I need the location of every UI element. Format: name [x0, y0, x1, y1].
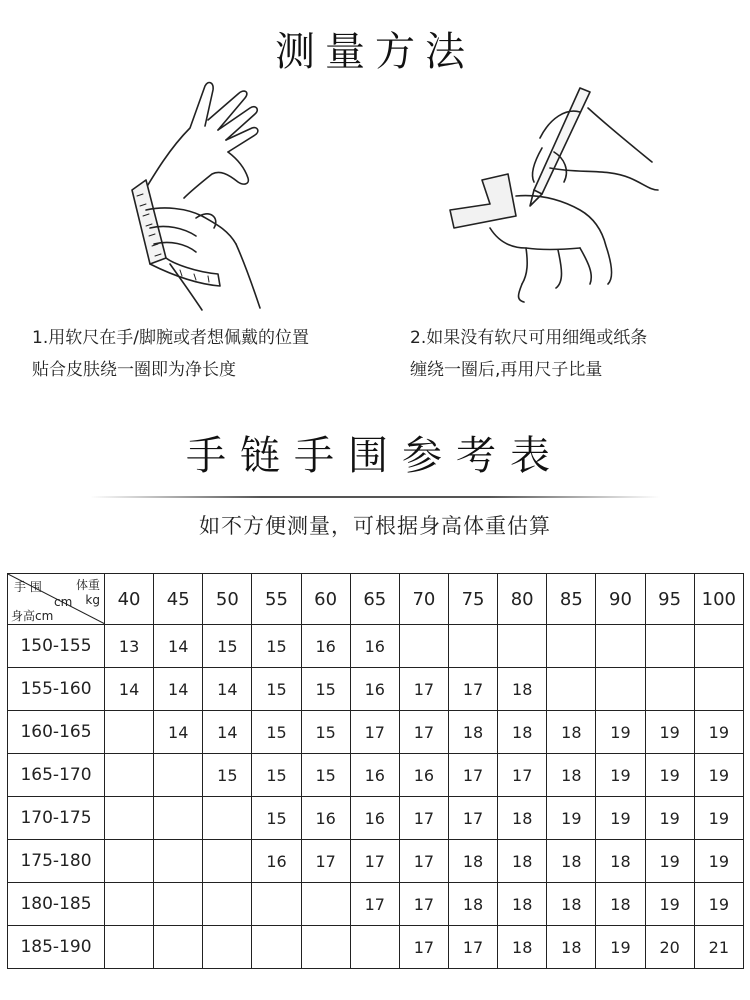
corner-height-label: 身高cm	[11, 609, 54, 623]
corner-kg-label: kg	[85, 593, 100, 607]
height-range-cell: 150-155	[8, 625, 105, 668]
height-range-cell: 165-170	[8, 754, 105, 797]
weight-header-cell: 75	[448, 574, 497, 625]
wrist-size-cell: 17	[399, 926, 448, 969]
wrist-size-cell: 18	[547, 926, 596, 969]
wrist-size-cell: 18	[498, 883, 547, 926]
weight-header-cell: 80	[498, 574, 547, 625]
wrist-size-cell: 17	[448, 926, 497, 969]
wrist-size-cell: 17	[399, 840, 448, 883]
wrist-measuring-tape-icon	[110, 78, 370, 318]
weight-header-cell: 60	[301, 574, 350, 625]
reference-subtitle: 如不方便测量，可根据身高体重估算	[199, 514, 551, 538]
wrist-size-cell	[203, 883, 252, 926]
wrist-size-cell: 17	[399, 711, 448, 754]
height-range-cell: 180-185	[8, 883, 105, 926]
wrist-size-cell: 18	[547, 754, 596, 797]
wrist-size-cell	[154, 926, 203, 969]
wrist-size-reference-table	[7, 573, 744, 969]
wrist-size-cell: 19	[694, 797, 743, 840]
wrist-size-cell	[547, 625, 596, 668]
wrist-size-cell: 15	[301, 754, 350, 797]
wrist-size-cell: 18	[547, 840, 596, 883]
measure-step-2	[410, 322, 647, 386]
weight-header-cell: 70	[399, 574, 448, 625]
wrist-size-cell: 17	[399, 797, 448, 840]
weight-header-cell: 65	[350, 574, 399, 625]
wrist-size-cell	[105, 926, 154, 969]
measure-step-1-line-1: 1.用软尺在手/脚腕或者想佩戴的位置	[32, 328, 309, 348]
wrist-size-cell	[105, 840, 154, 883]
wrist-size-cell: 19	[596, 797, 645, 840]
wrist-size-cell: 17	[448, 668, 497, 711]
wrist-size-cell: 19	[596, 754, 645, 797]
wrist-size-cell: 18	[448, 883, 497, 926]
wrist-size-cell	[645, 625, 694, 668]
wrist-size-cell	[203, 797, 252, 840]
wrist-size-cell: 15	[252, 668, 301, 711]
table-row	[8, 625, 744, 668]
wrist-size-cell: 18	[498, 668, 547, 711]
wrist-size-cell: 19	[645, 754, 694, 797]
wrist-size-cell	[301, 926, 350, 969]
wrist-size-cell	[252, 883, 301, 926]
wrist-size-cell: 19	[547, 797, 596, 840]
wrist-size-cell: 17	[350, 883, 399, 926]
wrist-size-cell: 18	[448, 840, 497, 883]
wrist-size-cell	[694, 668, 743, 711]
wrist-size-cell: 18	[498, 840, 547, 883]
wrist-size-cell: 16	[252, 840, 301, 883]
wrist-size-cell	[105, 883, 154, 926]
measure-step-1	[32, 322, 309, 386]
table-body	[8, 625, 744, 969]
measure-method-title: 测量方法	[275, 29, 475, 75]
wrist-size-cell	[645, 668, 694, 711]
wrist-size-cell: 18	[498, 797, 547, 840]
wrist-size-cell: 19	[694, 883, 743, 926]
wrist-size-cell: 17	[350, 840, 399, 883]
wrist-size-cell: 17	[448, 754, 497, 797]
wrist-size-cell: 19	[645, 840, 694, 883]
wrist-size-cell: 16	[350, 668, 399, 711]
corner-cm-label: cm	[54, 595, 73, 609]
wrist-size-cell	[154, 840, 203, 883]
wrist-size-cell: 21	[694, 926, 743, 969]
wrist-size-cell: 19	[694, 711, 743, 754]
wrist-size-cell: 15	[301, 711, 350, 754]
wrist-size-cell	[154, 883, 203, 926]
wrist-size-cell: 18	[498, 926, 547, 969]
wrist-size-cell	[448, 625, 497, 668]
wrist-size-cell: 15	[301, 668, 350, 711]
wrist-size-cell: 18	[547, 883, 596, 926]
measure-step-1-line-2: 贴合皮肤绕一圈即为净长度	[32, 360, 236, 380]
wrist-size-cell: 15	[203, 754, 252, 797]
wrist-size-cell	[105, 754, 154, 797]
wrist-size-cell	[596, 668, 645, 711]
wrist-size-cell: 18	[596, 840, 645, 883]
height-range-cell: 170-175	[8, 797, 105, 840]
weight-header-cell: 40	[105, 574, 154, 625]
wrist-size-cell	[547, 668, 596, 711]
weight-header-cell: 95	[645, 574, 694, 625]
wrist-size-cell	[203, 926, 252, 969]
wrist-size-cell: 18	[448, 711, 497, 754]
wrist-size-cell	[105, 711, 154, 754]
wrist-size-cell: 16	[399, 754, 448, 797]
wrist-size-cell: 19	[694, 754, 743, 797]
wrist-size-cell: 14	[203, 711, 252, 754]
table-row	[8, 754, 744, 797]
wrist-size-cell: 19	[645, 883, 694, 926]
wrist-size-cell	[596, 625, 645, 668]
table-header-row	[8, 574, 744, 625]
wrist-size-cell: 14	[154, 711, 203, 754]
weight-header-cell: 100	[694, 574, 743, 625]
weight-header-cell: 90	[596, 574, 645, 625]
wrist-size-cell: 16	[301, 797, 350, 840]
wrist-size-cell: 18	[596, 883, 645, 926]
wrist-size-cell	[399, 625, 448, 668]
wrist-size-cell: 19	[645, 797, 694, 840]
wrist-size-cell	[301, 883, 350, 926]
height-range-cell: 185-190	[8, 926, 105, 969]
table-row	[8, 926, 744, 969]
wrist-size-cell: 16	[350, 797, 399, 840]
wrist-size-cell	[694, 625, 743, 668]
wrist-size-cell: 17	[448, 797, 497, 840]
reference-table-title: 手链手围参考表	[186, 433, 564, 479]
wrist-size-cell	[252, 926, 301, 969]
table-row	[8, 840, 744, 883]
wrist-size-cell: 15	[252, 711, 301, 754]
measure-step-2-line-1: 2.如果没有软尺可用细绳或纸条	[410, 328, 648, 348]
table-row	[8, 711, 744, 754]
wrist-size-cell: 19	[596, 926, 645, 969]
wrist-size-cell: 15	[252, 797, 301, 840]
wrist-size-cell: 16	[350, 754, 399, 797]
wrist-size-cell	[154, 754, 203, 797]
wrist-size-cell: 17	[301, 840, 350, 883]
wrist-size-cell: 14	[203, 668, 252, 711]
wrist-size-cell: 16	[350, 625, 399, 668]
wrist-size-cell: 13	[105, 625, 154, 668]
wrist-size-cell: 18	[498, 711, 547, 754]
wrist-size-cell: 16	[301, 625, 350, 668]
weight-header-cell: 45	[154, 574, 203, 625]
wrist-size-cell: 17	[399, 668, 448, 711]
table-row	[8, 797, 744, 840]
wrist-size-cell: 15	[252, 625, 301, 668]
corner-hand-label: 手 围	[14, 580, 42, 594]
wrist-size-cell	[203, 840, 252, 883]
wrist-size-cell: 17	[350, 711, 399, 754]
weight-header-cell: 85	[547, 574, 596, 625]
height-range-cell: 155-160	[8, 668, 105, 711]
height-range-cell: 160-165	[8, 711, 105, 754]
wrist-size-cell: 19	[596, 711, 645, 754]
table-corner-cell	[8, 574, 105, 625]
weight-header-cell: 55	[252, 574, 301, 625]
title-divider	[90, 496, 660, 498]
wrist-size-cell	[498, 625, 547, 668]
wrist-size-cell: 15	[203, 625, 252, 668]
wrist-size-cell	[154, 797, 203, 840]
measure-step-2-line-2: 缠绕一圈后,再用尺子比量	[410, 360, 603, 380]
wrist-size-cell: 19	[694, 840, 743, 883]
wrist-size-cell: 15	[252, 754, 301, 797]
wrist-size-cell: 14	[105, 668, 154, 711]
wrist-size-cell	[105, 797, 154, 840]
wrist-size-cell: 19	[645, 711, 694, 754]
wrist-size-cell: 20	[645, 926, 694, 969]
table-row	[8, 668, 744, 711]
height-range-cell: 175-180	[8, 840, 105, 883]
corner-weight-label: 体重	[75, 578, 100, 592]
wrist-size-cell: 17	[399, 883, 448, 926]
wrist-size-cell: 17	[498, 754, 547, 797]
wrist-size-cell: 14	[154, 668, 203, 711]
wrist-size-cell	[350, 926, 399, 969]
table-row	[8, 883, 744, 926]
wrist-size-cell: 18	[547, 711, 596, 754]
hand-pen-paper-strip-icon	[430, 78, 680, 318]
weight-header-cell: 50	[203, 574, 252, 625]
wrist-size-cell: 14	[154, 625, 203, 668]
